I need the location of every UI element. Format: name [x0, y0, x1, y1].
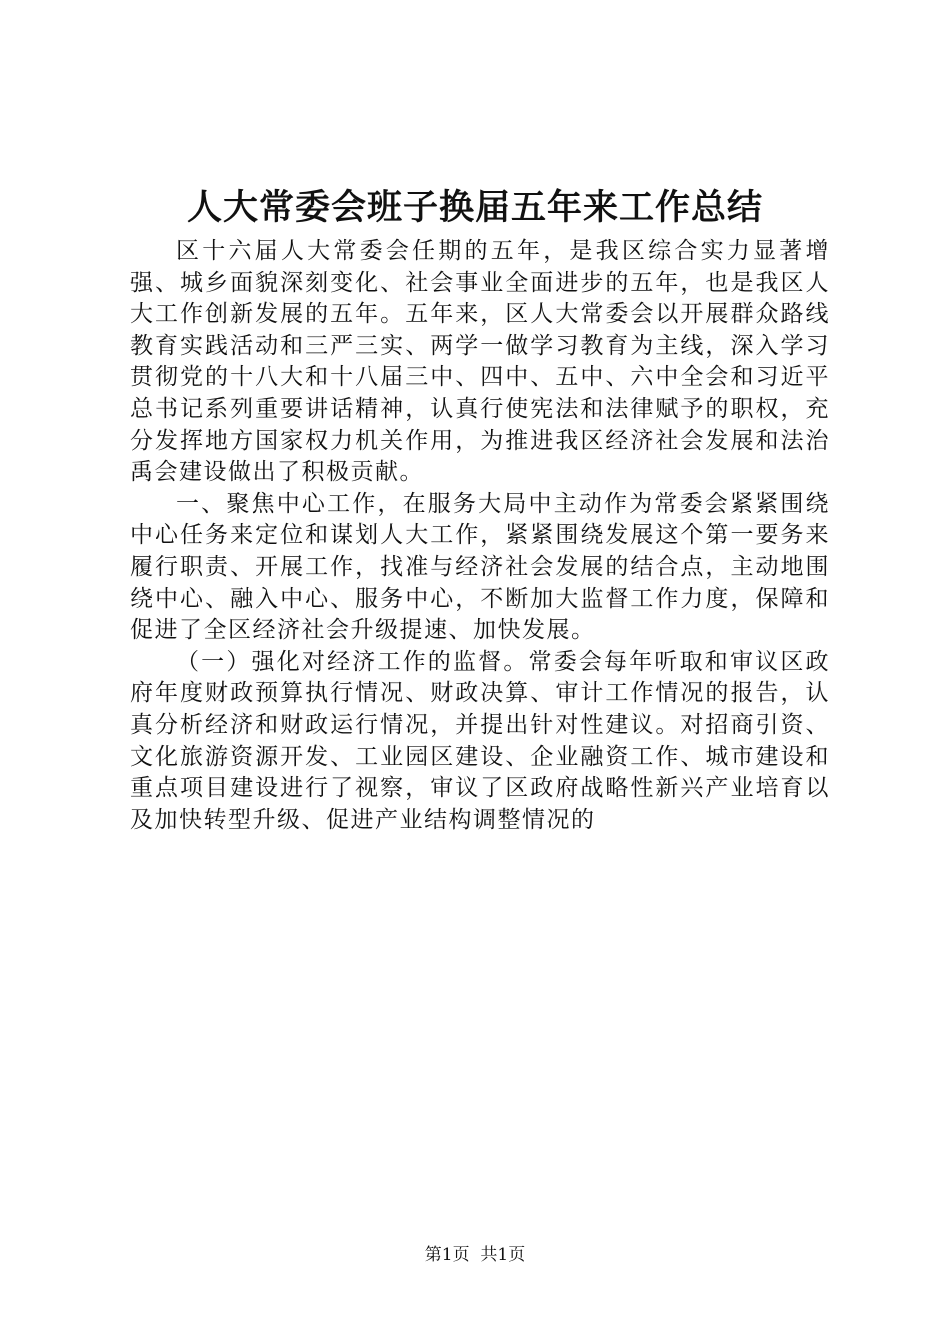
paragraph-section-one: 一、聚焦中心工作，在服务大局中主动作为常委会紧紧围绕中心任务来定位和谋划人大工作，紧紧围绕发展这个第一要务来履行职责、开展工作，找准与经济社会发展的结合点，主动地围绕中心、融入中心、服务中心，不断加大监督工作力度，保障和促进了全区经济社会升级提速、加快发展。: [130, 490, 830, 644]
paragraph-intro: 区十六届人大常委会任期的五年，是我区综合实力显著增强、城乡面貌深刻变化、社会事业全面进步的五年，也是我区人大工作创新发展的五年。五年来，区人大常委会以开展群众路线教育实践活动和三严三实、两学一做学习教育为主线，深入学习贯彻党的十八大和十八届三中、四中、五中、六中全会和习近平总书记系列重要讲话精神，认真行使宪法和法律赋予的职权，充分发挥地方国家权力机关作用，为推进我区经济社会发展和法治禹会建设做出了积极贡献。: [130, 238, 830, 486]
page-number: 第1页: [424, 1245, 470, 1265]
document-body: [130, 236, 830, 836]
page-total: 共1页: [480, 1245, 526, 1265]
document-title: 人大常委会班子换届五年来工作总结: [186, 187, 763, 228]
paragraph-subsection-one: （一）强化对经济工作的监督。常委会每年听取和审议区政府年度财政预算执行情况、财政决算、审计工作情况的报告，认真分析经济和财政运行情况，并提出针对性建议。对招商引资、文化旅游资源开发、工业园区建设、企业融资工作、城市建设和重点项目建设进行了视察，审议了区政府战略性新兴产业培育以及加快转型升级、促进产业结构调整情况的: [130, 648, 830, 833]
page-footer: [0, 1244, 950, 1266]
